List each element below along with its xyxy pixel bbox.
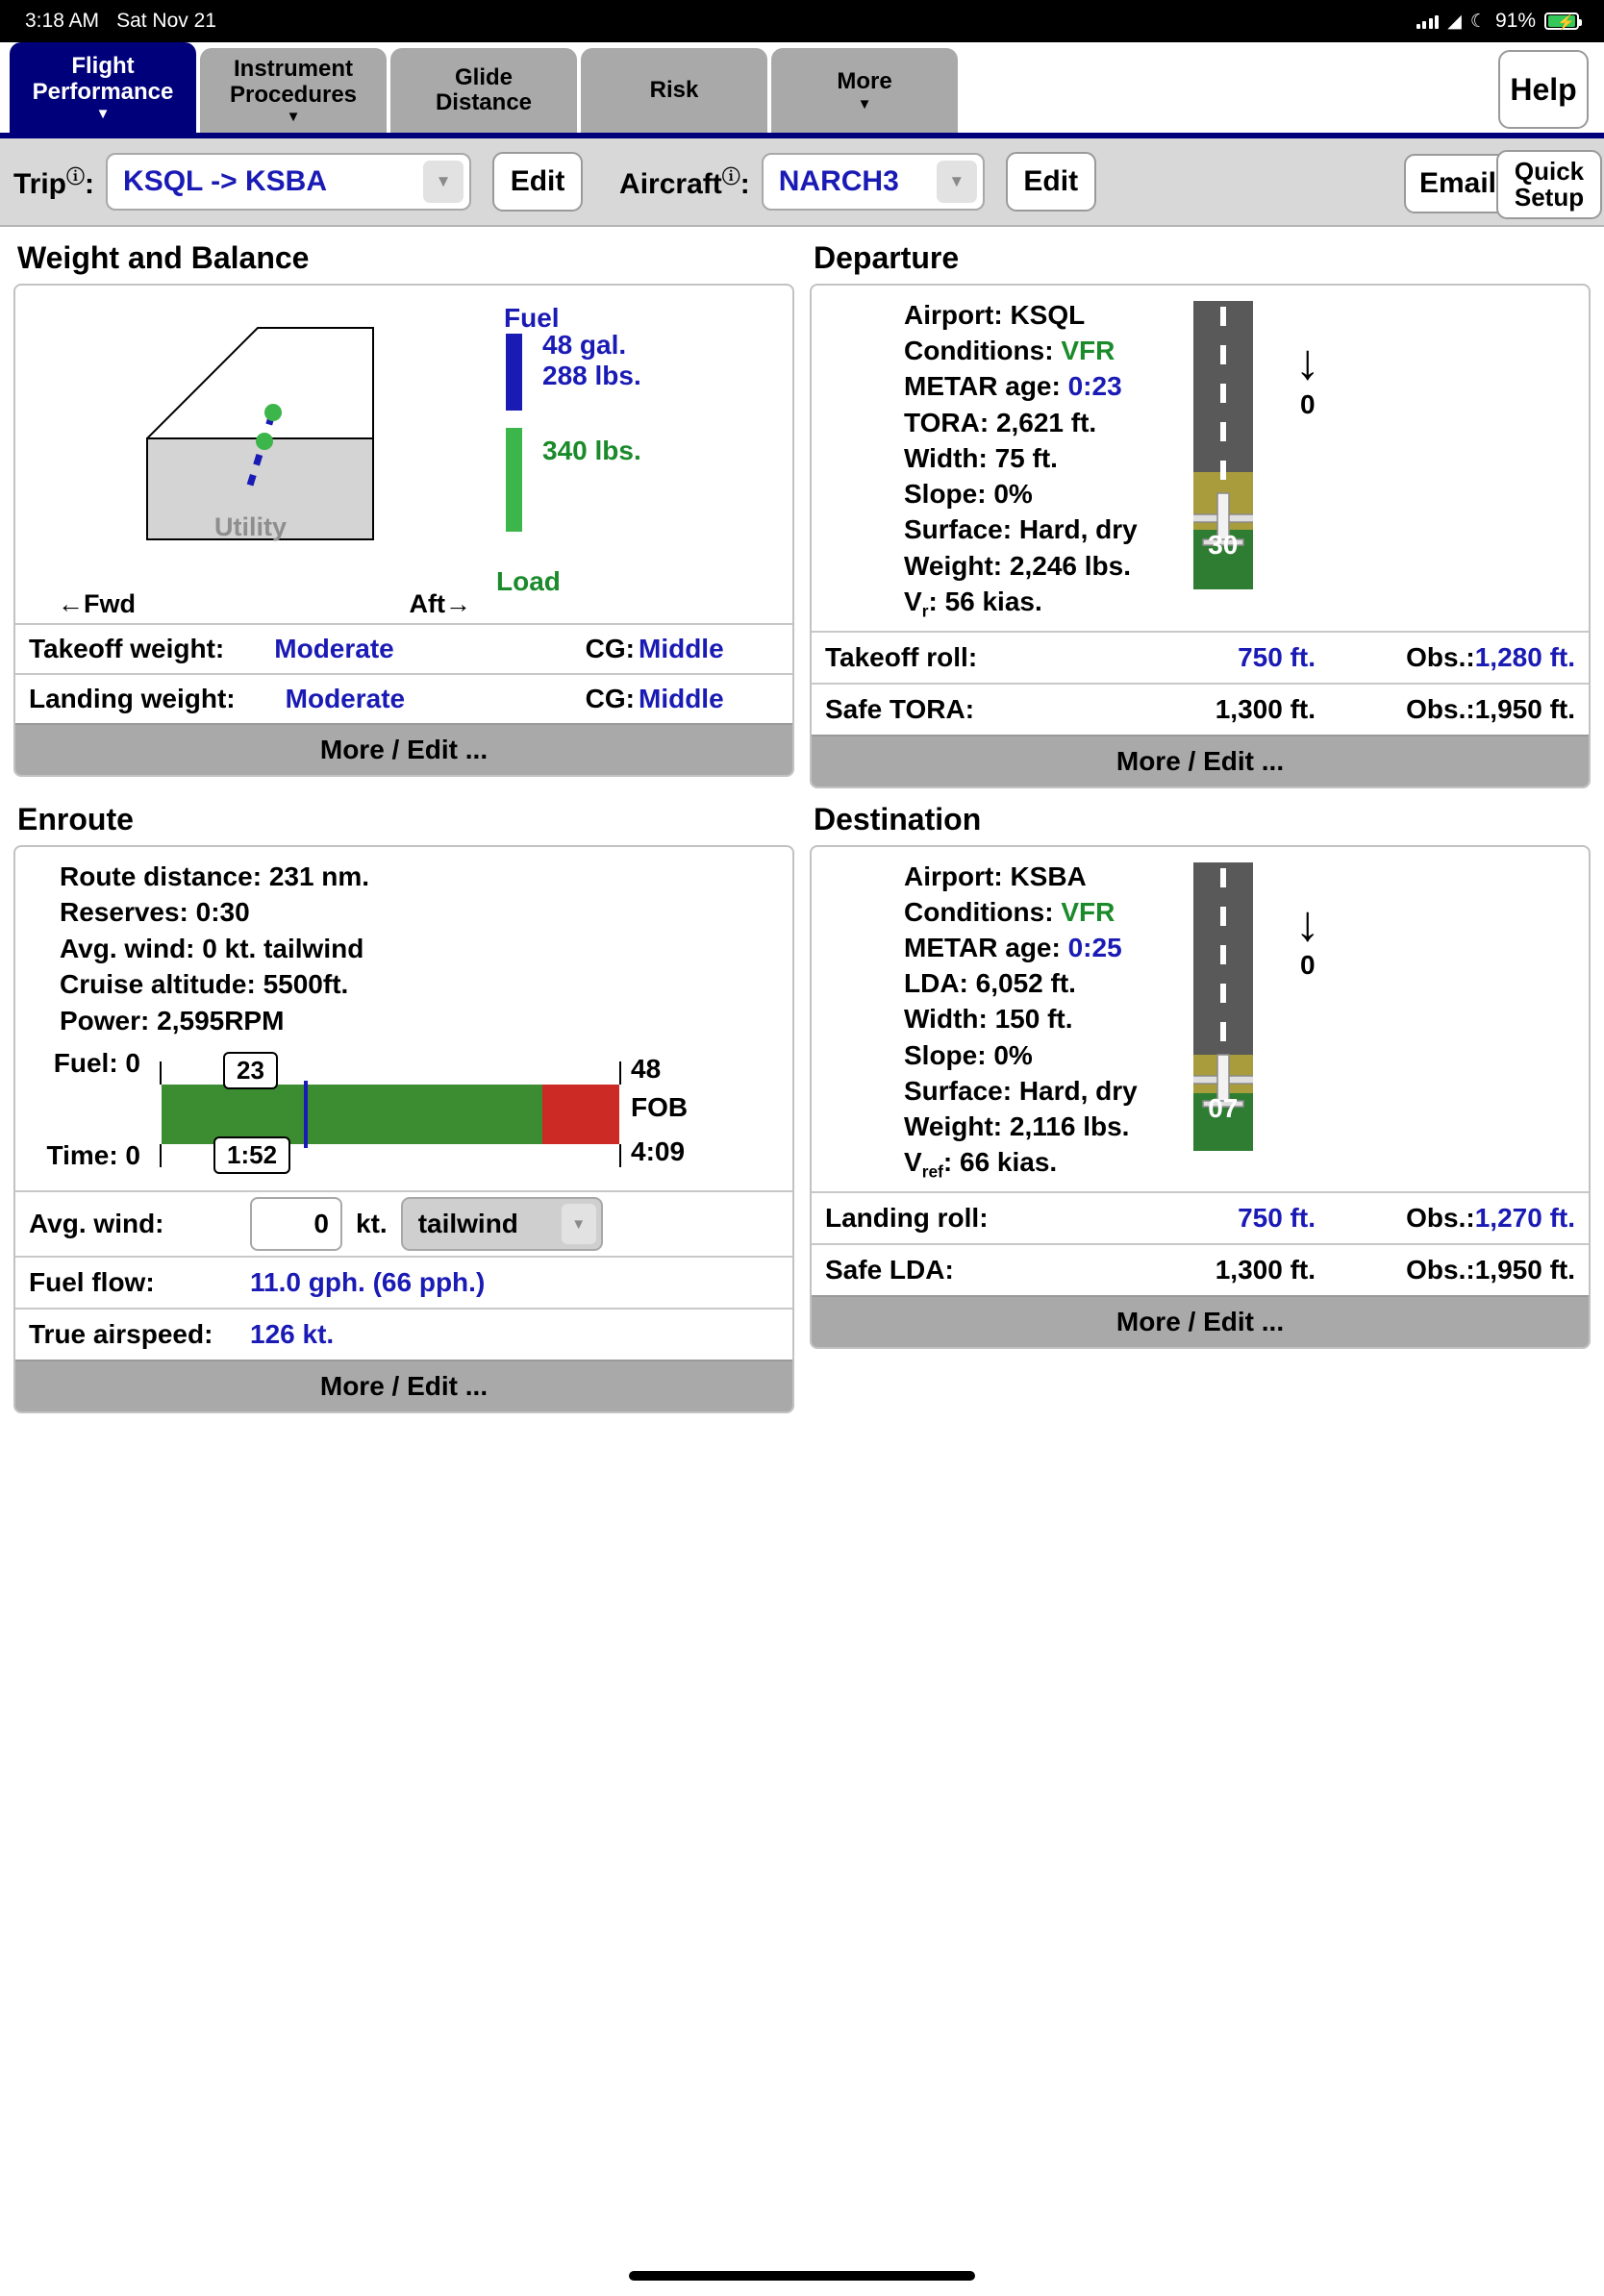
departure-vr-value: 56 kias. bbox=[944, 586, 1042, 616]
destination-conditions-label: Conditions: bbox=[904, 896, 1054, 927]
departure-runway-number: 30 bbox=[1208, 530, 1239, 560]
safe-tora-label: Safe TORA: bbox=[825, 693, 975, 724]
time-max-value: 4:09 bbox=[631, 1136, 686, 1167]
quick-setup-line1: Quick bbox=[1514, 156, 1585, 186]
true-airspeed-label: True airspeed: bbox=[29, 1319, 213, 1350]
takeoff-cg-value: Middle bbox=[639, 634, 724, 663]
departure-fields: Airport: KSQL Conditions: VFR METAR age: 0:23 TORA: 2,621 ft. Width: 75 ft. Slope: 0% Surface: Hard, dry Weight: 2,246 lbs. $V_r$: 56 kias. bbox=[904, 300, 1138, 621]
aircraft-label: Aircraftⓘ: bbox=[619, 162, 750, 201]
wind-direction-select[interactable] bbox=[401, 1197, 603, 1251]
fuel-flow-value: 11.0 gph. (66 pph.) bbox=[250, 1267, 486, 1298]
tab-more[interactable] bbox=[771, 48, 958, 133]
tab-label-line1: Glide bbox=[454, 63, 513, 90]
landing-cg-value: Middle bbox=[639, 684, 724, 713]
tab-risk[interactable] bbox=[581, 48, 767, 133]
moon-icon: ☾ bbox=[1469, 11, 1487, 32]
battery-percent: 91% bbox=[1494, 10, 1536, 32]
main-content bbox=[0, 227, 1604, 1413]
departure-width-value: 75 ft. bbox=[994, 442, 1058, 473]
takeoff-weight-row bbox=[15, 623, 792, 673]
tab-label-line2: Distance bbox=[435, 89, 533, 115]
quick-setup-button[interactable] bbox=[1496, 150, 1602, 219]
departure-slope-label: Slope: bbox=[904, 479, 987, 510]
safe-lda-obs-label: Obs.: bbox=[1406, 1255, 1475, 1285]
cruise-altitude-value: 5500ft. bbox=[263, 969, 349, 1000]
chevron-down-icon[interactable]: ▼ bbox=[423, 161, 464, 203]
fuel-bar bbox=[506, 334, 522, 411]
destination-slope-label: Slope: bbox=[904, 1039, 987, 1070]
wind-arrow-icon: ↓ bbox=[1294, 335, 1320, 390]
takeoff-roll-obs-value: 1,280 ft. bbox=[1474, 641, 1575, 672]
departure-surface-value: Hard, dry bbox=[1018, 514, 1138, 545]
power-label: Power: bbox=[60, 1005, 150, 1036]
wind-arrow-icon: ↓ bbox=[1294, 895, 1320, 952]
safe-tora-obs-label: Obs.: bbox=[1406, 693, 1475, 724]
departure-airport-label: Airport: bbox=[904, 300, 1003, 330]
weight-and-balance-card bbox=[13, 284, 794, 777]
avg-wind-input[interactable]: 0 bbox=[250, 1197, 342, 1251]
help-button[interactable]: Help bbox=[1498, 50, 1589, 129]
destination-width-value: 150 ft. bbox=[994, 1004, 1073, 1035]
departure-title: Departure bbox=[814, 240, 960, 275]
destination-wind-indicator bbox=[1294, 895, 1320, 1185]
aircraft-value: NARCH3 bbox=[778, 165, 899, 197]
battery-icon: ⚡ bbox=[1544, 12, 1579, 30]
destination-vref-value: 66 kias. bbox=[960, 1147, 1058, 1178]
departure-conditions-value: VFR bbox=[1061, 336, 1115, 366]
destination-runway-diagram bbox=[1193, 862, 1253, 1185]
takeoff-weight-value: Moderate bbox=[274, 634, 394, 663]
departure-tora-value: 2,621 ft. bbox=[995, 407, 1097, 437]
takeoff-roll-obs-label: Obs.: bbox=[1406, 641, 1475, 672]
fuel-marker-line bbox=[304, 1081, 308, 1148]
fuel-time-chart bbox=[15, 1044, 792, 1190]
departure-surface-label: Surface: bbox=[904, 514, 1013, 545]
email-button[interactable]: Email bbox=[1404, 154, 1512, 213]
avg-wind-row bbox=[15, 1190, 792, 1256]
destination-metar-age-label: METAR age: bbox=[904, 933, 1061, 963]
tab-label-line1: Instrument bbox=[233, 56, 353, 83]
fob-label: FOB bbox=[631, 1092, 689, 1123]
departure-slope-value: 0% bbox=[993, 479, 1033, 510]
destination-airport-label: Airport: bbox=[904, 861, 1003, 891]
fuel-max-value: 48 bbox=[631, 1054, 662, 1085]
axis-forward-label: ←Fwd bbox=[58, 589, 136, 618]
avg-wind-text-value: 0 kt. tailwind bbox=[202, 933, 364, 963]
axis-aft-label: Aft→ bbox=[409, 589, 471, 618]
reserves-label: Reserves: bbox=[60, 897, 188, 928]
landing-weight-value: Moderate bbox=[285, 684, 406, 713]
status-time: 3:18 AM bbox=[25, 10, 100, 32]
fuel-bar-title: Fuel bbox=[504, 303, 560, 333]
destination-conditions-value: VFR bbox=[1061, 896, 1115, 927]
destination-airport-value: KSBA bbox=[1010, 861, 1087, 891]
power-value: 2,595RPM bbox=[157, 1005, 285, 1036]
departure-weight-label: Weight: bbox=[904, 550, 1003, 581]
landing-weight-row bbox=[15, 673, 792, 723]
tab-label-line1: More bbox=[837, 68, 892, 95]
landing-roll-row bbox=[812, 1191, 1589, 1243]
enroute-fields bbox=[15, 847, 792, 1045]
takeoff-roll-row bbox=[812, 631, 1589, 683]
tab-flight-performance[interactable] bbox=[10, 42, 196, 133]
landing-roll-label: Landing roll: bbox=[825, 1203, 989, 1234]
fuel-gallons: 48 gal. bbox=[542, 330, 627, 360]
info-icon[interactable]: ⓘ bbox=[66, 167, 86, 187]
departure-conditions-label: Conditions: bbox=[904, 336, 1054, 366]
trip-select[interactable] bbox=[106, 153, 471, 211]
destination-weight-label: Weight: bbox=[904, 1111, 1003, 1142]
destination-lda-value: 6,052 ft. bbox=[975, 968, 1076, 999]
destination-fields: Airport: KSBA Conditions: VFR METAR age: 0:25 LDA: 6,052 ft. Width: 150 ft. Slope: 0% Surface: Hard, dry Weight: 2,116 lbs. $V_{ref}$: 66 kias. bbox=[904, 861, 1138, 1183]
enroute-more-edit-button[interactable]: More / Edit ... bbox=[15, 1360, 792, 1411]
wifi-icon: ◢ bbox=[1447, 11, 1462, 32]
avg-wind-unit: kt. bbox=[356, 1209, 388, 1239]
departure-width-label: Width: bbox=[904, 442, 988, 473]
wind-direction-value: tailwind bbox=[417, 1209, 518, 1239]
fuel-flow-row bbox=[15, 1256, 792, 1308]
load-pounds: 340 lbs. bbox=[542, 436, 641, 465]
safe-tora-value: 1,300 ft. bbox=[1215, 693, 1316, 724]
destination-width-label: Width: bbox=[904, 1004, 988, 1035]
destination-runway-number: 07 bbox=[1208, 1092, 1239, 1123]
route-distance-value: 231 nm. bbox=[268, 861, 370, 891]
chevron-down-icon: ▼ bbox=[95, 105, 111, 122]
destination-lda-label: LDA: bbox=[904, 968, 968, 999]
landing-cg-label: CG: bbox=[585, 684, 635, 713]
trip-edit-button[interactable]: Edit bbox=[492, 152, 583, 212]
trip-value: KSQL -> KSBA bbox=[123, 165, 328, 197]
load-bar bbox=[506, 428, 522, 532]
aircraft-select[interactable] bbox=[762, 153, 985, 211]
departure-wind-value: 0 bbox=[1299, 388, 1316, 419]
safe-lda-row bbox=[812, 1243, 1589, 1295]
takeoff-roll-label: Takeoff roll: bbox=[825, 641, 978, 672]
takeoff-roll-value: 750 ft. bbox=[1238, 641, 1316, 672]
quick-setup-line2: Setup bbox=[1514, 183, 1585, 212]
departure-wind-indicator bbox=[1294, 335, 1320, 623]
chevron-down-icon[interactable]: ▼ bbox=[937, 161, 977, 203]
status-bar bbox=[0, 0, 1604, 42]
safe-lda-value: 1,300 ft. bbox=[1215, 1255, 1316, 1285]
destination-card bbox=[810, 845, 1591, 1350]
fuel-load-bars bbox=[487, 299, 737, 619]
avg-wind-label: Avg. wind: bbox=[29, 1209, 164, 1239]
fuel-remaining-bar bbox=[162, 1085, 542, 1144]
departure-metar-age-value: 0:23 bbox=[1067, 371, 1122, 402]
safe-lda-label: Safe LDA: bbox=[825, 1255, 954, 1285]
destination-surface-label: Surface: bbox=[904, 1075, 1013, 1106]
departure-airport-value: KSQL bbox=[1010, 300, 1086, 330]
envelope-region-label: Utility bbox=[214, 512, 288, 541]
destination-title: Destination bbox=[814, 801, 982, 836]
takeoff-weight-label: Takeoff weight: bbox=[29, 634, 225, 663]
trip-toolbar bbox=[0, 138, 1604, 227]
landing-roll-obs-value: 1,270 ft. bbox=[1474, 1203, 1575, 1234]
status-date: Sat Nov 21 bbox=[116, 10, 216, 32]
tab-glide-distance[interactable] bbox=[390, 48, 577, 133]
weight-and-balance-title: Weight and Balance bbox=[17, 240, 310, 275]
landing-roll-value: 750 ft. bbox=[1238, 1203, 1316, 1234]
load-bar-title: Load bbox=[496, 566, 561, 596]
chevron-down-icon: ▼ bbox=[286, 108, 301, 125]
destination-metar-age-value: 0:25 bbox=[1067, 933, 1122, 963]
time-axis-label: Time: 0 bbox=[46, 1140, 140, 1171]
weight-and-balance-more-edit-button[interactable]: More / Edit ... bbox=[15, 723, 792, 775]
departure-runway-diagram bbox=[1193, 301, 1253, 623]
departure-more-edit-button[interactable]: More / Edit ... bbox=[812, 735, 1589, 786]
enroute-title: Enroute bbox=[17, 801, 134, 836]
departure-weight-value: 2,246 lbs. bbox=[1009, 550, 1132, 581]
destination-weight-value: 2,116 lbs. bbox=[1009, 1111, 1130, 1142]
destination-slope-value: 0% bbox=[993, 1039, 1033, 1070]
route-distance-label: Route distance: bbox=[60, 861, 263, 891]
safe-lda-obs-value: 1,950 ft. bbox=[1474, 1255, 1575, 1285]
tab-label-line2: Performance bbox=[32, 78, 174, 105]
tab-label-line2: Procedures bbox=[229, 81, 358, 108]
departure-card bbox=[810, 284, 1591, 788]
tab-label-line1: Risk bbox=[649, 76, 699, 103]
safe-tora-obs-value: 1,950 ft. bbox=[1474, 693, 1575, 724]
destination-more-edit-button[interactable]: More / Edit ... bbox=[812, 1295, 1589, 1347]
landing-roll-obs-label: Obs.: bbox=[1406, 1203, 1475, 1234]
time-current-marker: 1:52 bbox=[213, 1136, 290, 1174]
true-airspeed-value: 126 kt. bbox=[250, 1319, 335, 1350]
reserves-value: 0:30 bbox=[195, 897, 250, 928]
chevron-down-icon: ▼ bbox=[857, 95, 872, 112]
departure-tora-label: TORA: bbox=[904, 407, 990, 437]
cellular-signal-icon bbox=[1416, 13, 1440, 29]
landing-weight-label: Landing weight: bbox=[29, 684, 236, 713]
fuel-flow-label: Fuel flow: bbox=[29, 1267, 155, 1298]
enroute-card bbox=[13, 845, 794, 1414]
cruise-altitude-label: Cruise altitude: bbox=[60, 969, 256, 1000]
chevron-down-icon[interactable]: ▼ bbox=[562, 1204, 596, 1244]
main-tab-bar bbox=[0, 42, 1604, 138]
cg-envelope-chart bbox=[27, 299, 479, 587]
fuel-pounds: 288 lbs. bbox=[542, 361, 641, 390]
departure-metar-age-label: METAR age: bbox=[904, 371, 1061, 402]
safe-tora-row bbox=[812, 683, 1589, 735]
avg-wind-text-label: Avg. wind: bbox=[60, 933, 195, 963]
takeoff-cg-label: CG: bbox=[585, 634, 635, 663]
destination-wind-value: 0 bbox=[1299, 950, 1316, 981]
fuel-axis-label: Fuel: 0 bbox=[53, 1048, 140, 1079]
info-icon[interactable]: ⓘ bbox=[721, 167, 740, 187]
home-indicator bbox=[629, 2271, 975, 2281]
aircraft-edit-button[interactable]: Edit bbox=[1006, 152, 1096, 212]
fuel-reserve-bar bbox=[542, 1085, 619, 1144]
tab-label-line1: Flight bbox=[71, 53, 135, 80]
tab-instrument-procedures[interactable] bbox=[200, 48, 387, 133]
true-airspeed-row bbox=[15, 1308, 792, 1360]
fuel-current-marker: 23 bbox=[223, 1052, 278, 1089]
destination-surface-value: Hard, dry bbox=[1018, 1075, 1138, 1106]
trip-label: Tripⓘ: bbox=[13, 162, 94, 201]
